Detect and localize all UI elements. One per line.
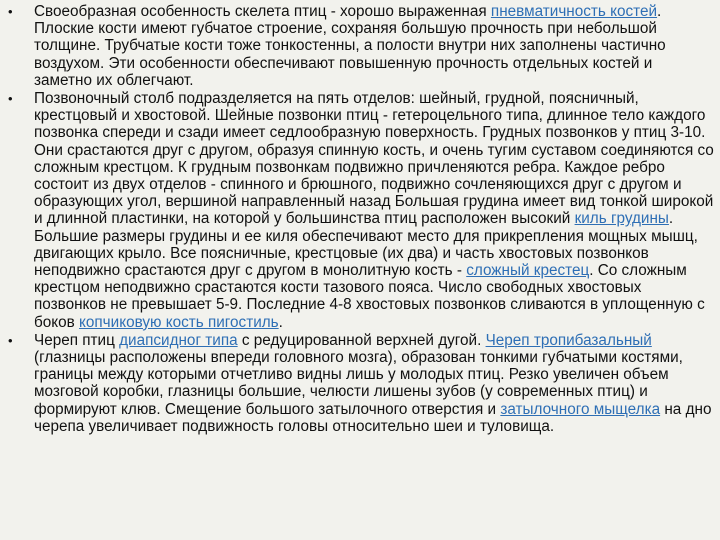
bullet-list	[0, 3, 720, 436]
text-run: . Плоские кости имеют губчатое строение, сохраняя большую прочность при небольшой толщине. Трубчатые кости тоже тонкостенны, а полости внутри них заполнены частично воздухом. Эти особенности обеспечивают повышенную прочность отдельных костей и заметно их облегчают.	[34, 3, 666, 89]
bullet-text	[34, 3, 666, 89]
term-link[interactable]: диапсидног типа	[119, 331, 238, 349]
term-link[interactable]: Череп тропибазальный	[485, 331, 652, 349]
bullet-dot: •	[8, 4, 13, 19]
text-run: Позвоночный столб подразделяется на пять отделов: шейный, грудной, поясничный, крестцовый и хвостовой. Шейные позвонки птиц - гетероцельного типа, длинное тело каждого позвонка спереди и сзади имеет седлообразную поверхность. Грудных позвонков у птиц 3-10. Они срастаются друг с другом, образуя спинную кость, и очень тугим суставом соединяются со сложным крестцом. К грудным позвонкам подвижно причленяются ребра. Каждое ребро состоит из двух отделов - спинного и брюшного, подвижно сочленяющихся друг с другом и образующих угол, вершиной направленный назад Большая грудина имеет вид тонкой широкой и длинной пластинки, на которой у большинства птиц расположен высокий	[34, 90, 714, 228]
text-run: на дно черепа увеличивает подвижность головы относительно шеи и туловища.	[34, 400, 712, 435]
term-link[interactable]: сложный крестец	[466, 262, 590, 280]
bullet-item	[0, 3, 720, 89]
term-link[interactable]: киль грудины	[574, 210, 669, 228]
text-run: . Большие размеры грудины и ее киля обеспечивают место для прикрепления мощных мышц, двигающих крыло. Все поясничные, крестцовые (их два) и часть хвостовых позвонков неподвижно срастаются друг с другом в монолитную кость -	[34, 210, 698, 280]
bullet-text	[34, 332, 711, 435]
text-run: Череп птиц	[34, 331, 120, 349]
text-run: .	[278, 313, 283, 331]
text-run: (глазницы расположены впереди головного мозга), образован тонкими губчатыми костями, границы между которыми отчетливо видны лишь у молодых птиц. Резко увеличен объем мозговой коробки, глазницы большие, челюсти лишены зубов (у современных птиц) и формируют клюв. Смещение большого затылочного отверстия и	[34, 349, 683, 418]
text-run: Своеобразная особенность скелета птиц - хорошо выраженная	[34, 3, 491, 20]
text-run: с редуцированной верхней дугой.	[237, 331, 486, 349]
bullet-item	[0, 90, 720, 331]
bullet-dot: •	[8, 332, 13, 348]
term-link[interactable]: копчиковую кость пигостиль	[79, 313, 279, 331]
term-link[interactable]: пневматичность костей	[490, 3, 658, 20]
bullet-text	[34, 90, 714, 331]
term-link[interactable]: затылочного мыщелка	[500, 400, 661, 418]
bullet-dot: •	[8, 91, 13, 107]
bullet-item	[0, 332, 720, 435]
text-run: . Со сложным крестцом неподвижно срастаются кости тазового пояса. Число свободных хвостовых позвонков не превышает 5-9. Последние 4-8 хвостовых позвонков сливаются в уплощенную с боков	[34, 262, 705, 331]
